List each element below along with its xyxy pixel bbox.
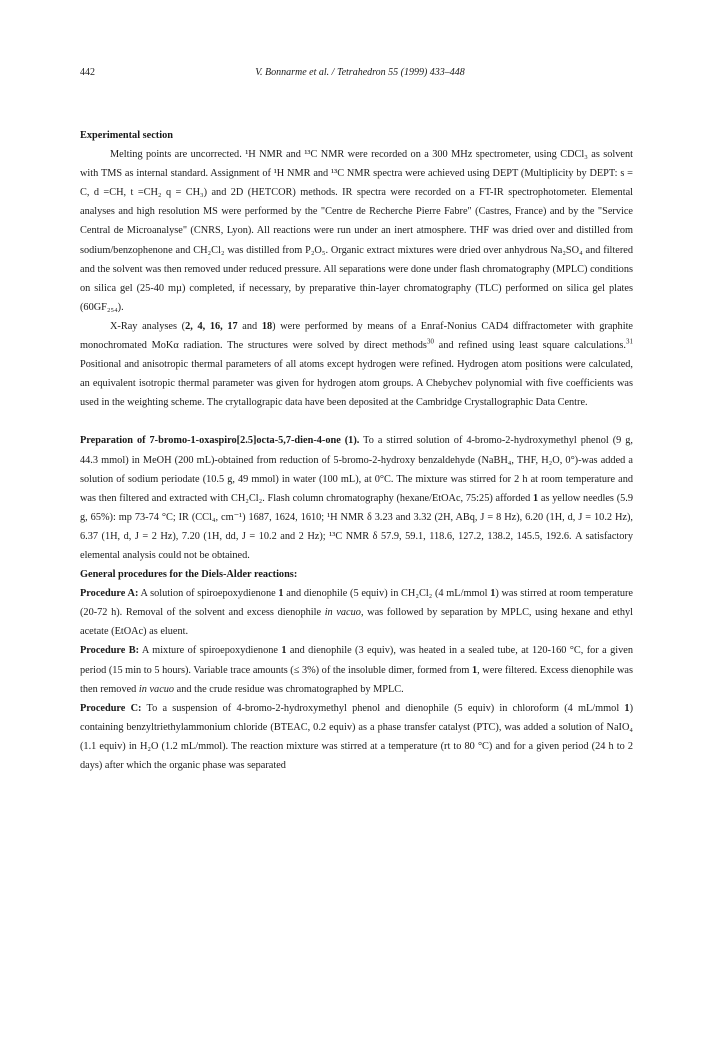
preparation-paragraph: Preparation of 7-bromo-1-oxaspiro[2.5]octa-5,7-dien-4-one (1). To a stirred solution of 4-bromo-2-hydroxymethyl phenol (9 g, 44.3 mmol) in MeOH (200 mL)-obtained from reduction of 5-bromo-2-hydroxy benzaldehyde (NaBH₄, THF, H₂O, 0°)-was added a solution of sodium periodate (10.5 g, 49 mmol) in water (100 mL), at 0°C. The mixture was stirred for 2 h at room temperature and was then filtered and extracted with CH₂Cl₂. Flash column chromatography (hexane/EtOAc, 75:25) afforded 1 as yellow needles (5.9 g, 65%): mp 73-74 °C; IR (CCl₄, cm⁻¹) 1687, 1624, 1610; ¹H NMR δ 3.23 and 3.32 (2H, ABq, J = 8 Hz), 6.20 (1H, d, J = 10.2 Hz), 6.37 (1H, d, J = 2 Hz), 7.20 (1H, dd, J = 10.2 and 2 Hz); ¹³C NMR δ 57.9, 59.1, 118.6, 127.2, 138.2, 145.5, 192.6. A satisfactory elemental analysis could not be obtained.: [80, 435, 634, 561]
journal-citation: V. Bonnarme et al. / Tetrahedron 55 (1999) 433–448: [255, 67, 465, 78]
preparation-title: Preparation of 7-bromo-1-oxaspiro[2.5]octa-5,7-dien-4-one (1).: [80, 435, 360, 447]
procedure-a: Procedure A: A solution of spiroepoxydienone 1 and dienophile (5 equiv) in CH₂Cl₂ (4 mL/mmol 1) was stirred at room temperature (20-72 h). Removal of the solvent and excess dienophile in vacuo, was followed by separation by MPLC, using hexane and ethyl acetate (EtOAc) as eluent.: [80, 588, 634, 638]
procedure-b: Procedure B: A mixture of spiroepoxydienone 1 and dienophile (3 equiv), was heated in a sealed tube, at 120-160 °C, for a given period (15 min to 5 hours). Variable trace amounts (≤ 3%) of the insoluble dimer, formed from 1, were filtered. Excess dienophile was then removed in vacuo and the crude residue was chromatographed by MPLC.: [80, 645, 633, 695]
paragraph-gap: [80, 412, 633, 431]
general-procedures-heading: General procedures for the Diels-Alder reactions:: [80, 569, 298, 581]
procedure-c: Procedure C: To a suspension of 4-bromo-2-hydroxymethyl phenol and dienophile (5 equiv) in chloroform (4 mL/mmol 1) containing benzyltriethylammonium chloride (BTEAC, 0.2 equiv) as a phase transfer catalyst (PTC), was added a solution of NaIO₄ (1.1 equiv) in H₂O (1.2 mL/mmol). The reaction mixture was stirred at a temperature (rt to 80 °C) and for a given period (24 h to 2 days) after which the organic phase was separated: [80, 702, 633, 771]
section-heading: Experimental section: [80, 130, 173, 141]
page-number: 442: [80, 67, 95, 78]
experimental-paragraph-1: Melting points are uncorrected. ¹H NMR and ¹³C NMR were recorded on a 300 MHz spectrometer, using CDCl₃ as solvent with TMS as internal standard. Assignment of ¹H NMR and ¹³C NMR spectra were achieved using DEPT (Multiplicity by DEPT: s = C, d =CH, t =CH₂ q = CH₃) and 2D (HETCOR) methods. IR spectra were recorded on a FT-IR spectrophotometer. Elemental analyses and high resolution MS were performed by the "Centre de Recherche Pierre Fabre" (Castres, France) and by the "Service Central de Microanalyse" (CNRS, Lyon). All reactions were run under an inert atmosphere. THF was dried over and distilled from sodium/benzophenone and CH₂Cl₂ was distilled from P₂O₅. Organic extract mixtures were dried over anhydrous Na₂SO₄ and filtered and the solvent was then removed under reduced pressure. All separations were done under flash chromatography (MPLC) conditions on silica gel (25-40 mµ) completed, if necessary, by preparative thin-layer chromatography (TLC) performed on silica gel plates (60GF₂₅₄).: [80, 149, 633, 313]
reference-marker: 31: [626, 337, 633, 346]
article-body: [80, 126, 633, 775]
running-header: [80, 67, 640, 81]
reference-marker: 30: [426, 337, 434, 346]
experimental-paragraph-2: X-Ray analyses (2, 4, 16, 17 and 18) were performed by means of a Enraf-Nonius CAD4 diffractometer with graphite monochromated MoKα radiation. The structures were solved by direct methods$^{30}$ and refined using least square calculations.$^{31}$ Positional and anisotropic thermal parameters of all atoms except hydrogen were refined. Hydrogen atom positions were calculated, an equivalent isotropic thermal parameter was given for hydrogen atom groups. A Chebychev polynomial with five coefficients was used in the weighting scheme. The crytallograpic data have been deposited at the Cambridge Crystallographic Data Centre.: [80, 320, 633, 409]
